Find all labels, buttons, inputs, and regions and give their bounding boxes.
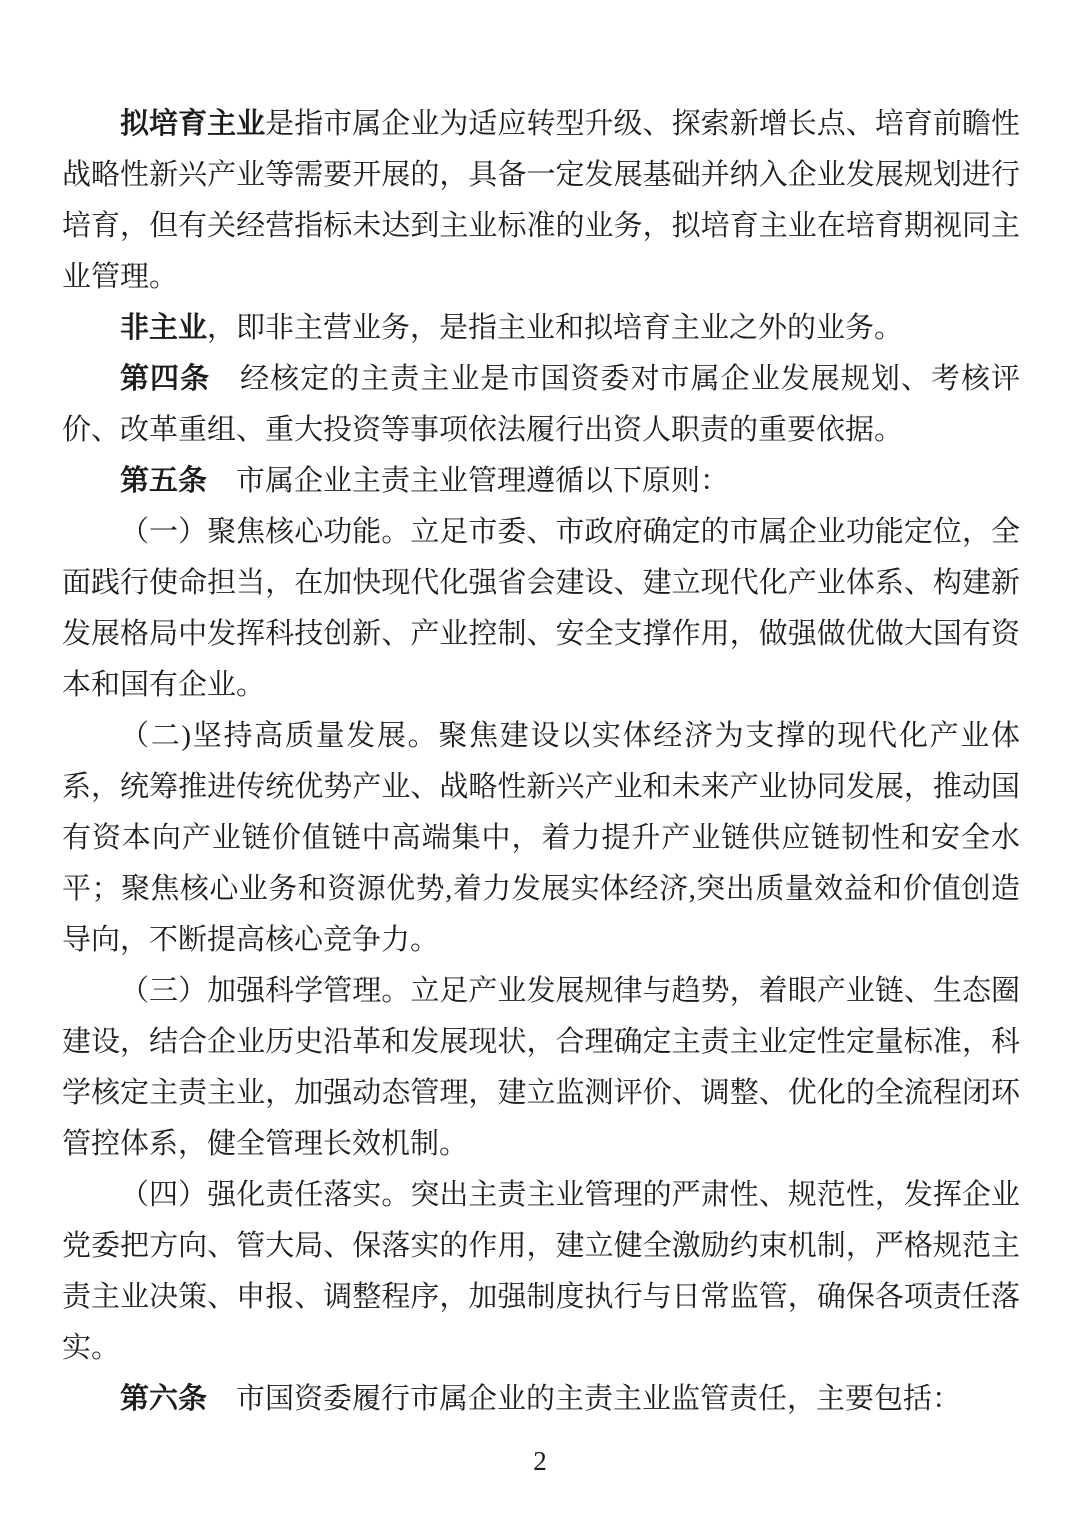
paragraph bbox=[62, 1374, 1020, 1425]
paragraph-text: （三）加强科学管理。立足产业发展规律与趋势，着眼产业链、生态圈建设，结合企业历史沿革和发展现状，合理确定主责主业定性定量标准，科学核定主责主业，加强动态管理，建立监测评价、调整、优化的全流程闭环管控体系，健全管理长效机制。 bbox=[62, 975, 1020, 1160]
article-number: 第六条 bbox=[120, 1383, 208, 1415]
document-page bbox=[62, 99, 1020, 1425]
paragraph-text: 市国资委履行市属企业的主责主业监管责任，主要包括： bbox=[207, 1383, 962, 1415]
paragraph-text: 经核定的主责主业是市国资委对市属企业发展规划、考核评价、改革重组、重大投资等事项依法履行出资人职责的重要依据。 bbox=[62, 363, 1020, 446]
defined-term: 拟培育主业 bbox=[120, 108, 266, 140]
paragraph-text: （四）强化责任落实。突出主责主业管理的严肃性、规范性，发挥企业党委把方向、管大局、保落实的作用，建立健全激励约束机制，严格规范主责主业决策、申报、调整程序，加强制度执行与日常监管，确保各项责任落实。 bbox=[62, 1179, 1020, 1364]
paragraph bbox=[62, 456, 1020, 507]
paragraph-text: 市属企业主责主业管理遵循以下原则： bbox=[207, 465, 730, 497]
paragraph-text: 是指市属企业为适应转型升级、探索新增长点、培育前瞻性战略性新兴产业等需要开展的，具备一定发展基础并纳入企业发展规划进行培育，但有关经营指标未达到主业标准的业务，拟培育主业在培育期视同主业管理。 bbox=[62, 108, 1020, 293]
page-number: 2 bbox=[533, 1446, 547, 1476]
paragraph bbox=[62, 354, 1020, 456]
paragraph bbox=[62, 1170, 1020, 1374]
paragraph bbox=[62, 966, 1020, 1170]
paragraph bbox=[62, 711, 1020, 966]
defined-term: 非主业 bbox=[120, 312, 208, 344]
article-number: 第五条 bbox=[120, 465, 208, 497]
paragraph-text: ，即非主营业务，是指主业和拟培育主业之外的业务。 bbox=[207, 312, 904, 344]
paragraph bbox=[62, 99, 1020, 303]
paragraph bbox=[62, 507, 1020, 711]
article-number: 第四条 bbox=[120, 363, 211, 395]
paragraph-text: （二)坚持高质量发展。聚焦建设以实体经济为支撑的现代化产业体系，统筹推进传统优势产业、战略性新兴产业和未来产业协同发展，推动国有资本向产业链价值链中高端集中，着力提升产业链供应链韧性和安全水平；聚焦核心业务和资源优势,着力发展实体经济,突出质量效益和价值创造导向，不断提高核心竞争力。 bbox=[62, 720, 1020, 956]
paragraph bbox=[62, 303, 1020, 354]
paragraph-text: （一）聚焦核心功能。立足市委、市政府确定的市属企业功能定位，全面践行使命担当，在加快现代化强省会建设、建立现代化产业体系、构建新发展格局中发挥科技创新、产业控制、安全支撑作用，做强做优做大国有资本和国有企业。 bbox=[62, 516, 1020, 701]
